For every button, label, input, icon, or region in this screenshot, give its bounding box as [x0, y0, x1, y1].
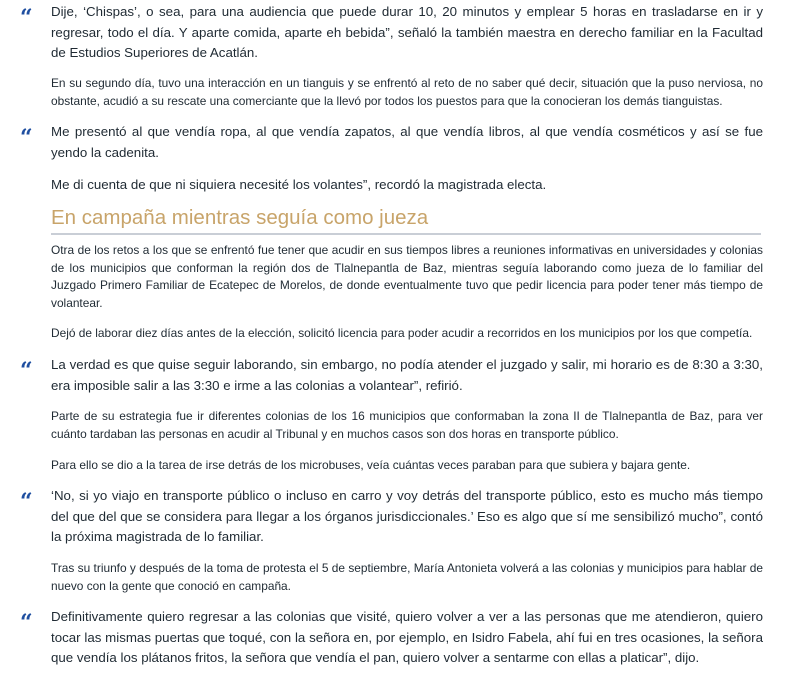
- left-double-quote-icon: “: [20, 489, 30, 515]
- quote-text: La verdad es que quise seguir laborando, sin embargo, no podía atender el juzgado y salir, mi horario es de 8:30 a 3:30, era imposible salir a las 3:30 e irme a las colonias a volantear”, refirió.: [51, 357, 763, 393]
- left-double-quote-icon: “: [20, 5, 30, 31]
- paragraph: Otra de los retos a los que se enfrentó fue tener que acudir en sus tiempos libres a reuniones informativas en universidades y colonias de los municipios que conforman la región dos de Tlalnepantla de Baz, mientras seguía laborando como jueza de lo familiar del Juzgado Primero Familiar de Ecatepec de Morelos, de donde eventualmente tuvo que pedir licencia para poder tener más tiempo de volantear.: [51, 243, 763, 310]
- left-double-quote-icon: “: [20, 358, 30, 384]
- quote-text: ‘No, si yo viajo en transporte público o incluso en carro y voy detrás del transporte público, esto es mucho más tiempo del que del que se considera para llegar a los órganos jurisdiccionales.’ Eso es algo que sí me sensibilizó mucho”, contó la próxima magistrada de lo familiar.: [51, 488, 763, 544]
- quote-text: Definitivamente quiero regresar a las colonias que visité, quiero volver a ver a las personas que me atendieron, quiero tocar las mismas puertas que toqué, con la señora en, por ejemplo, en Isidro Fabela, ahí fui en tres ocasiones, la señora que vendía los plátanos fritos, la señora que vendía el pan, quiero volver a sentarme con ellas a platicar”, dijo.: [51, 609, 763, 665]
- quote-continuation: Me di cuenta de que ni siquiera necesité los volantes”, recordó la magistrada electa.: [51, 177, 547, 192]
- paragraph: Tras su triunfo y después de la toma de protesta el 5 de septiembre, María Antonieta volverá a las colonias y municipios para hablar de nuevo con la gente que conoció en campaña.: [51, 561, 763, 593]
- paragraph: Parte de su estrategia fue ir diferentes colonias de los 16 municipios que conformaban la zona II de Tlalnepantla de Baz, para ver cuánto tardaban las personas en acudir al Tribunal y en muchos casos son dos horas en transporte público.: [51, 409, 763, 441]
- left-double-quote-icon: “: [20, 610, 30, 636]
- paragraph: Para ello se dio a la tarea de irse detrás de los microbuses, veía cuántas veces paraban para que subiera y bajara gente.: [51, 458, 691, 472]
- quote-text: Me presentó al que vendía ropa, al que vendía zapatos, al que vendía libros, al que vendía cosméticos y así se fue yendo la cadenita.: [51, 124, 763, 160]
- section-heading: En campaña mientras seguía como jueza: [51, 205, 761, 235]
- paragraph: En su segundo día, tuvo una interacción en un tianguis y se enfrentó al reto de no saber qué decir, situación que la puso nerviosa, no obstante, acudió a su rescate una comerciante que la llevó por todos los puestos para que la conocieran los demás tianguistas.: [51, 76, 763, 108]
- quote-text: Dije, ‘Chispas’, o sea, para una audiencia que puede durar 10, 20 minutos y emplear 5 horas en trasladarse en ir y regresar, todo el día. Y aparte comida, aparte eh bebida”, señaló la también maestra en derecho familiar en la Facultad de Estudios Superiores de Acatlán.: [51, 4, 763, 60]
- left-double-quote-icon: “: [20, 125, 30, 151]
- paragraph: Dejó de laborar diez días antes de la elección, solicitó licencia para poder acudir a recorridos en los municipios por los que competía.: [51, 326, 753, 340]
